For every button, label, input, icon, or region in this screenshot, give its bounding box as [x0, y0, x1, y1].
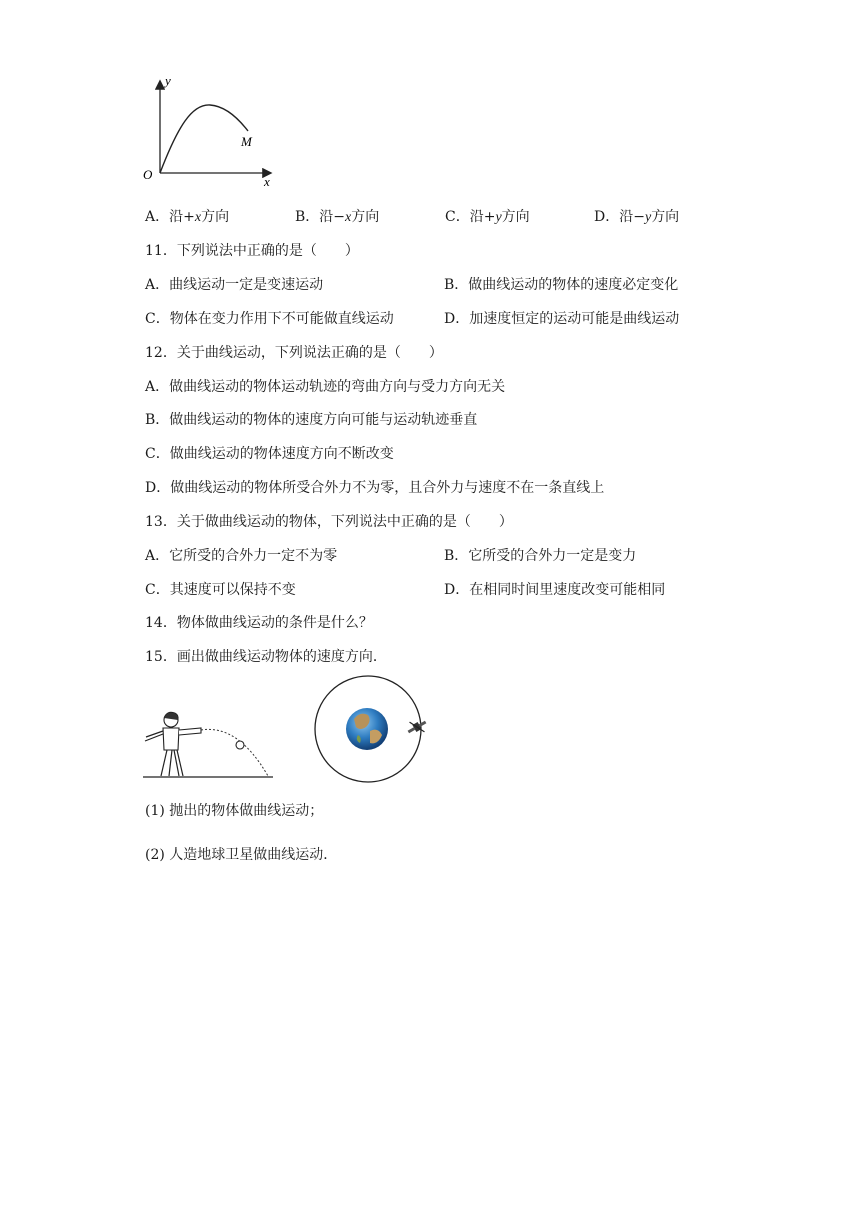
q11-option-d[interactable]: D．加速度恒定的运动可能是曲线运动 [444, 311, 680, 327]
q12-option-b[interactable]: B．做曲线运动的物体的速度方向可能与运动轨迹垂直 [145, 412, 478, 428]
option-text: 沿 [619, 209, 634, 225]
q15-sub1: (1) 抛出的物体做曲线运动； [145, 803, 324, 819]
option-text: 沿 [169, 209, 184, 225]
q12-option-c[interactable]: C．做曲线运动的物体速度方向不断改变 [145, 446, 394, 462]
satellite [404, 715, 429, 739]
thrower-illustration [143, 706, 278, 781]
option-var: x [345, 210, 352, 225]
q10-option-d[interactable] [594, 208, 679, 227]
option-text: 沿 [319, 209, 334, 225]
option-text: 方向 [351, 209, 380, 225]
x-axis-label: x [264, 174, 270, 189]
option-letter: D． [594, 209, 620, 225]
q12-option-d[interactable]: D．做曲线运动的物体所受合外力不为零，且合外力与速度不在一条直线上 [145, 480, 605, 496]
option-var: x [194, 210, 202, 225]
q13-option-a[interactable]: A．它所受的合外力一定不为零 [145, 548, 338, 564]
q11-option-c[interactable]: C．物体在变力作用下不可能做直线运动 [145, 311, 394, 327]
option-var: y [495, 210, 502, 225]
point-m-label: M [241, 134, 252, 149]
q10-option-c[interactable] [445, 208, 530, 227]
option-letter: C． [445, 209, 470, 225]
option-var: y [644, 210, 652, 225]
option-text: 沿 [469, 209, 484, 225]
option-text: 方向 [651, 209, 680, 225]
q12-option-a[interactable]: A．做曲线运动的物体运动轨迹的弯曲方向与受力方向无关 [145, 379, 506, 395]
option-sign: − [333, 209, 346, 225]
option-sign: + [483, 209, 496, 225]
option-sign: − [633, 209, 645, 225]
q15-stem: 15．画出做曲线运动物体的速度方向． [145, 649, 387, 665]
option-sign: + [183, 209, 195, 225]
q14-stem: 14．物体做曲线运动的条件是什么？ [145, 615, 373, 631]
q11-option-b[interactable]: B．做曲线运动的物体的速度必定变化 [444, 277, 679, 293]
q13-option-c[interactable]: C．其速度可以保持不变 [145, 582, 296, 598]
q11-stem: 11．下列说法中正确的是（ ） [145, 243, 359, 259]
option-letter: B． [295, 209, 320, 225]
q13-stem: 13．关于做曲线运动的物体，下列说法中正确的是（ ） [145, 514, 513, 530]
trajectory-curve [160, 105, 248, 173]
q10-option-b[interactable] [295, 208, 379, 227]
earth [346, 708, 388, 750]
origin-label: O [143, 167, 153, 182]
option-text: 方向 [201, 209, 230, 225]
q15-sub2: (2) 人造地球卫星做曲线运动． [145, 847, 338, 863]
q10-option-a[interactable] [145, 208, 229, 227]
q13-option-d[interactable]: D．在相同时间里速度改变可能相同 [444, 582, 666, 598]
option-text: 方向 [501, 209, 530, 225]
q12-stem: 12．关于曲线运动，下列说法正确的是（ ） [145, 345, 443, 361]
ball [236, 741, 244, 749]
q11-option-a[interactable]: A．曲线运动一定是变速运动 [145, 277, 324, 293]
option-letter: A． [145, 209, 170, 225]
satellite-orbit-illustration [310, 675, 430, 785]
y-axis-label: y [165, 76, 171, 88]
trajectory-graph [140, 76, 280, 191]
q13-option-b[interactable]: B．它所受的合外力一定是变力 [444, 548, 637, 564]
